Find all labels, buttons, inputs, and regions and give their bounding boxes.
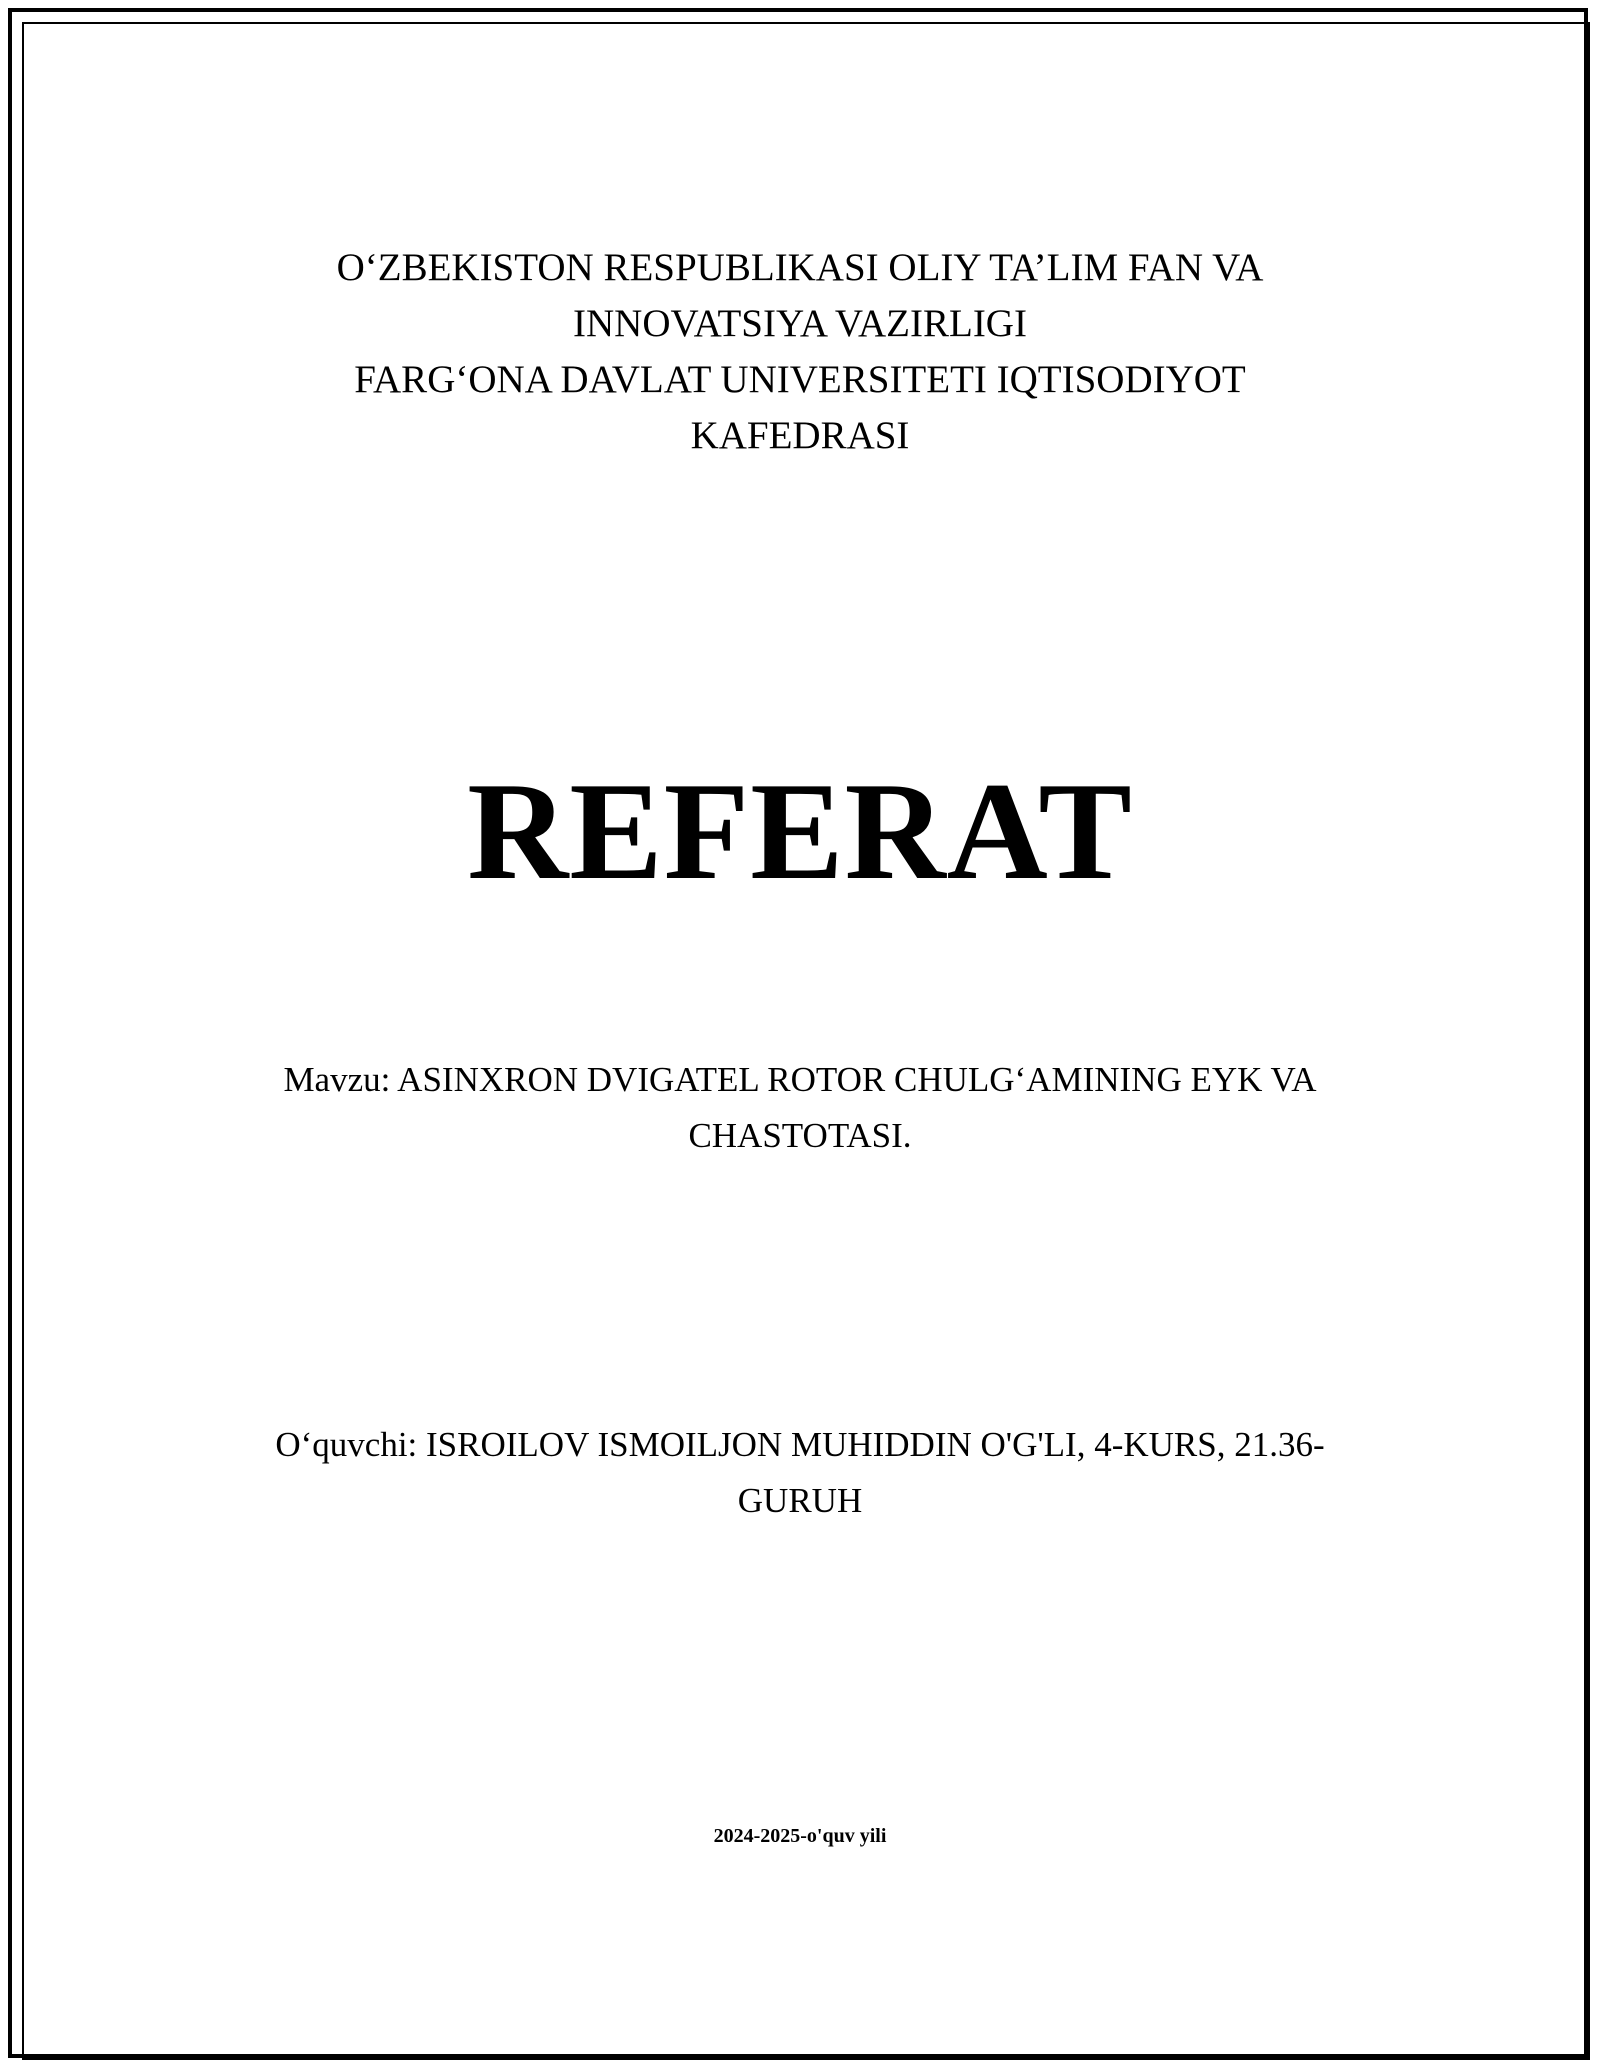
- student-line-2: GURUH: [737, 1481, 863, 1520]
- topic-section: [0, 1052, 1600, 1164]
- academic-year: 2024-2025-o'quv yili: [713, 1825, 887, 1847]
- topic-line-1: Mavzu: ASINXRON DVIGATEL ROTOR CHULG‘AMINING EYK VA: [283, 1060, 1317, 1099]
- header-line-1: O‘ZBEKISTON RESPUBLIKASI OLIY TA’LIM FAN VA: [336, 246, 1264, 289]
- institution-header: [0, 240, 1600, 464]
- student-line-1: O‘quvchi: ISROILOV ISMOILJON MUHIDDIN O'G'LI, 4-KURS, 21.36-: [275, 1425, 1325, 1464]
- header-line-4: KAFEDRASI: [690, 414, 910, 457]
- student-section: [0, 1417, 1600, 1529]
- header-line-3: FARG‘ONA DAVLAT UNIVERSITETI IQTISODIYOT: [354, 358, 1246, 401]
- topic-line-2: CHASTOTASI.: [688, 1116, 912, 1155]
- document-title: REFERAT: [467, 754, 1133, 909]
- header-line-2: INNOVATSIYA VAZIRLIGI: [573, 302, 1027, 345]
